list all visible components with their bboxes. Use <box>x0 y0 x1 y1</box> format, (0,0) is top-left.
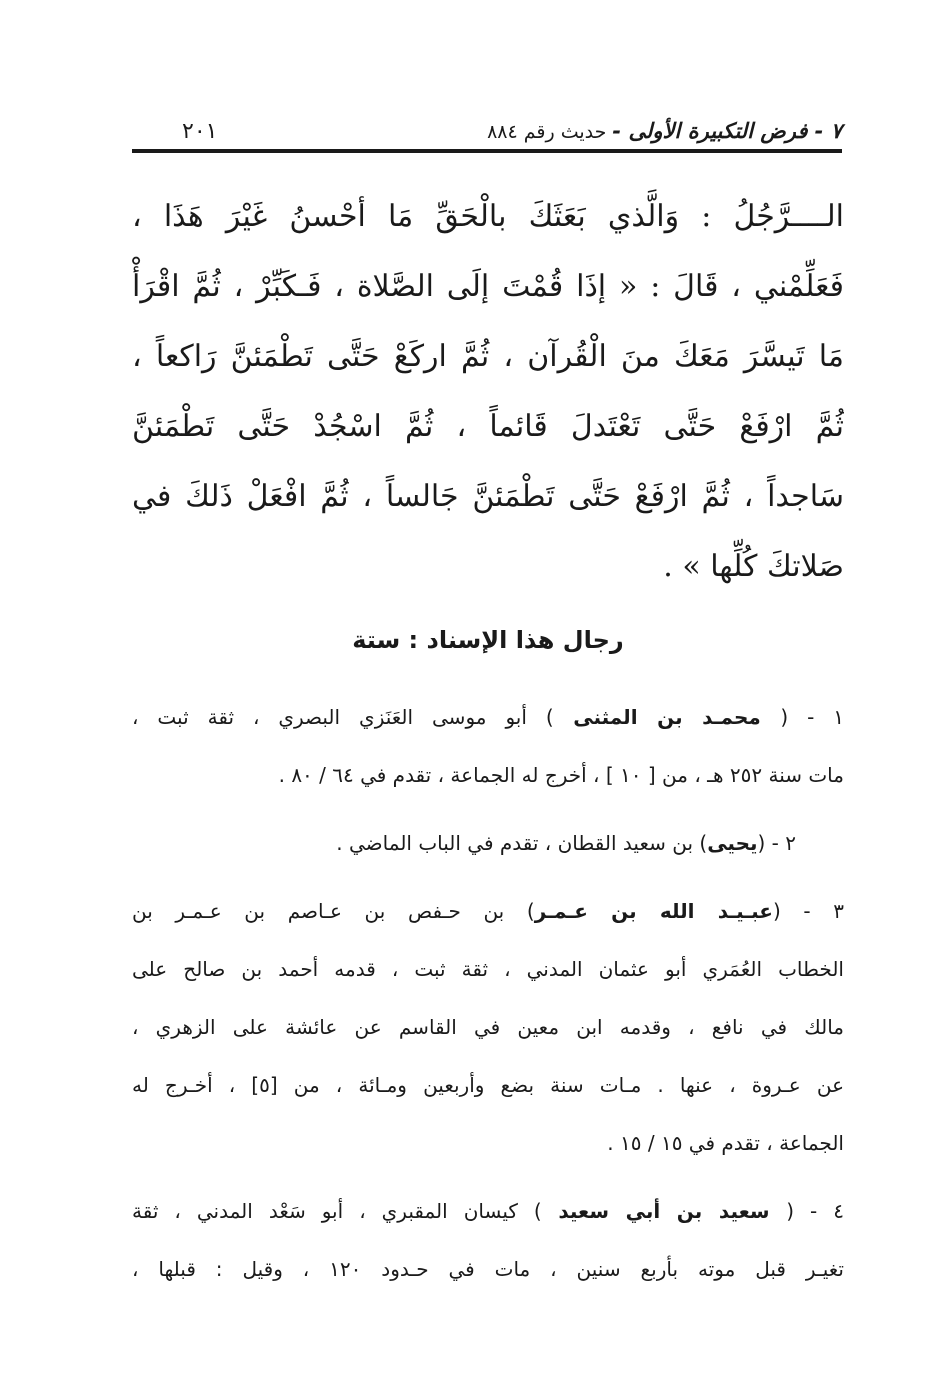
narrator-description: ) كيسان المقبري ، أبو سَعْد المدني ، ثقة <box>132 1199 542 1223</box>
narrator-list <box>132 688 844 1308</box>
narrator-line <box>132 1182 844 1240</box>
header-rule <box>132 149 842 153</box>
section-heading: رجال هذا الإسناد : ستة <box>352 626 624 654</box>
narrator-line <box>132 814 844 872</box>
narrator-description: ) بن حـفص بن عـاصم بن عـمـر بن <box>132 899 535 923</box>
narrator-line <box>132 688 844 746</box>
narrator-entry <box>132 814 844 872</box>
narrator-description: ) أبو موسى العَنَزي البصري ، ثقة ثبت ، <box>132 705 554 729</box>
page-number: ٢٠١ <box>172 118 227 146</box>
entry-number: ٣ - ( <box>772 899 844 923</box>
hadith-line: مَا تَيسَّرَ مَعَكَ منَ الْقُرآن ، ثُمَّ اركَعْ حَتَّى تَطْمَئنَّ رَاكعاً ، <box>132 339 844 374</box>
narrator-name: سعيد بن أبي سعيد <box>541 1199 787 1223</box>
narrator-line <box>132 882 844 940</box>
hadith-line: سَاجداً ، ثُمَّ ارْفَعْ حَتَّى تَطْمَئنَّ جَالساً ، ثُمَّ افْعَلْ ذَلكَ في <box>132 479 844 514</box>
entry-number: ٤ - ( <box>786 1199 844 1223</box>
narrator-name: محمـد بن المثنى <box>553 705 781 729</box>
chapter-title: ٧ - فرض التكبيرة الأولى - <box>612 119 842 143</box>
hadith-line: الــــرَّجُلُ : وَالَّذي بَعَثَكَ بالْحَقِّ مَا أحْسنُ غَيْرَ هَذَا ، <box>132 199 844 234</box>
narrator-line: مات سنة ٢٥٢ هـ ، من [ ١٠ ] ، أخرج له الجماعة ، تقدم في ٦٤ / ٨٠ . <box>278 763 844 787</box>
narrator-line: الخطاب العُمَري أبو عثمان المدني ، ثقة ثبت ، قدمه أحمد بن صالح على <box>132 957 844 981</box>
narrator-name: عبـيـد الله بن عـمـر <box>534 899 773 923</box>
hadith-line: ثُمَّ ارْفَعْ حَتَّى تَعْتَدلَ قَائماً ، ثُمَّ اسْجُدْ حَتَّى تَطْمَئنَّ <box>132 409 844 444</box>
hadith-reference: حديث رقم ٨٨٤ <box>487 121 607 143</box>
header-title <box>473 118 842 145</box>
hadith-text <box>132 182 844 602</box>
narrator-line: عن عـروة ، عنها . مـات سنة بضع وأربعين ومـائة ، من [٥] ، أخـرج له <box>132 1073 844 1097</box>
narrator-entry <box>132 1182 844 1298</box>
entry-number: ٢ - ( <box>757 831 796 855</box>
narrator-name: يحيى <box>707 831 758 855</box>
narrator-line: مالك في نافع ، وقدمه ابن معين في القاسم عن عائشة على الزهري ، <box>132 1015 844 1039</box>
narrator-entry <box>132 882 844 1172</box>
narrator-description: ) بن سعيد القطان ، تقدم في الباب الماضي . <box>336 831 708 855</box>
narrator-line: تغيـر قبل موته بأربع سنين ، مات في حـدود ١٢٠ ، وقيل : قبلها ، <box>132 1257 844 1281</box>
narrator-line: الجماعة ، تقدم في ١٥ / ١٥ . <box>607 1131 844 1155</box>
running-header <box>132 118 842 158</box>
hadith-line: صَلاتكَ كُلِّها » . <box>663 549 844 584</box>
entry-number: ١ - ( <box>780 705 844 729</box>
narrator-entry <box>132 688 844 804</box>
hadith-line: فَعَلِّمْني ، قَالَ : « إذَا قُمْتَ إلَى الصَّلاة ، فَـكَبِّرْ ، ثُمَّ اقْرَأْ <box>132 269 844 304</box>
